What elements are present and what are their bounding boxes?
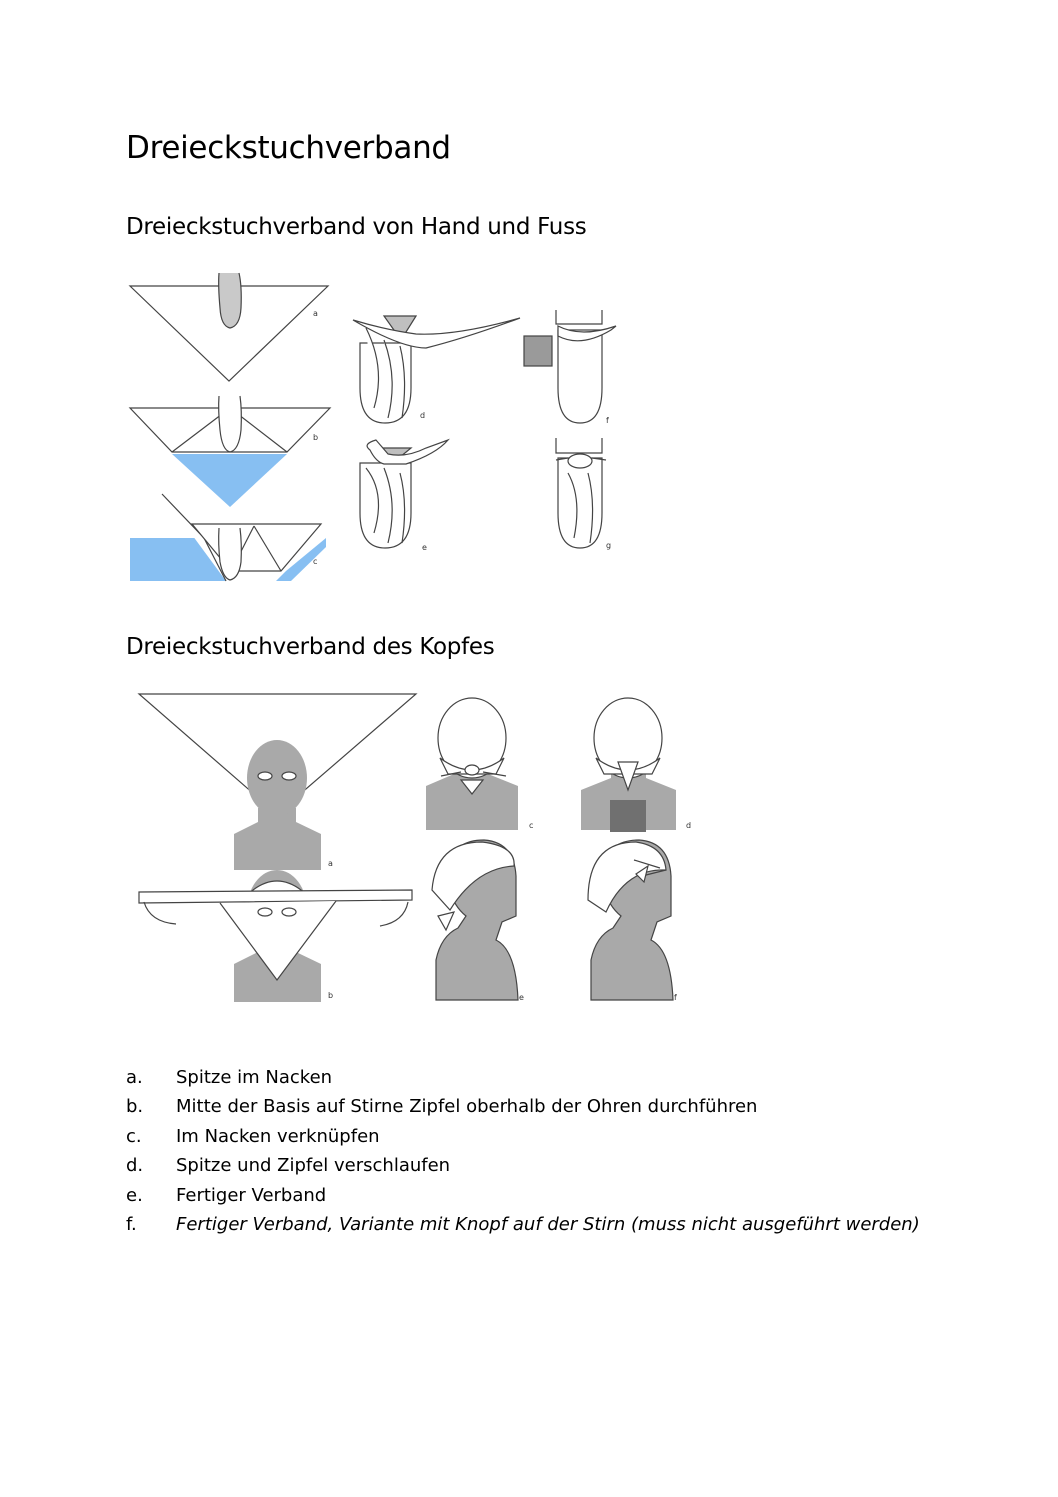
head-panel-c-letter: c <box>529 821 534 830</box>
section-heading-head: Dreieckstuchverband des Kopfes <box>126 634 495 660</box>
list-marker: e. <box>126 1184 143 1206</box>
list-item <box>126 1095 1006 1124</box>
head-panel-b-figure <box>139 870 412 1002</box>
head-panel-a-letter: a <box>328 859 333 868</box>
head-panel-c-figure <box>426 698 533 830</box>
list-marker: a. <box>126 1067 143 1088</box>
list-marker: d. <box>126 1155 144 1177</box>
list-text: Im Nacken verknüpfen <box>176 1125 380 1147</box>
head-panel-b-letter: b <box>328 991 334 1000</box>
panel-a-figure <box>130 273 328 381</box>
list-item <box>126 1066 1006 1095</box>
panel-c-letter: c <box>313 557 318 566</box>
panel-g-figure <box>556 438 611 550</box>
list-text: Mitte der Basis auf Stirne Zipfel oberhalb der Ohren durchführen <box>176 1096 758 1118</box>
panel-d-letter: d <box>420 411 426 420</box>
panel-e-figure <box>360 440 448 552</box>
panel-b-blue-fold <box>172 454 287 507</box>
panel-e-letter: e <box>422 543 427 552</box>
head-panel-d-letter: d <box>686 821 692 830</box>
list-text: Fertiger Verband, Variante mit Knopf auf der Stirn (muss nicht ausgeführt werden) <box>176 1213 920 1235</box>
panel-f-letter: f <box>606 416 609 425</box>
list-item <box>126 1184 1006 1213</box>
section-heading-hand-foot: Dreieckstuchverband von Hand und Fuss <box>126 214 587 240</box>
list-text: Spitze und Zipfel verschlaufen <box>176 1155 451 1177</box>
head-panel-a-figure <box>139 694 416 870</box>
panel-b-figure <box>130 396 330 507</box>
panel-d-figure <box>353 316 520 423</box>
head-panel-f-figure <box>588 840 677 1002</box>
list-item <box>126 1154 1006 1183</box>
list-text: Fertiger Verband <box>176 1184 327 1206</box>
steps-list <box>126 1066 1006 1242</box>
hand-foot-bandage-illustration <box>126 268 626 588</box>
list-item <box>126 1125 1006 1154</box>
head-panel-e-letter: e <box>519 993 524 1002</box>
list-item <box>126 1213 1006 1242</box>
panel-f-figure <box>524 310 616 425</box>
panel-c-figure <box>130 494 326 581</box>
head-panel-d-figure <box>581 698 691 832</box>
list-marker: b. <box>126 1096 144 1118</box>
panel-b-letter: b <box>313 433 319 442</box>
page-title: Dreieckstuchverband <box>126 130 451 166</box>
panel-g-letter: g <box>606 541 612 550</box>
head-bandage-illustration <box>136 690 706 1006</box>
panel-a-letter: a <box>313 309 318 318</box>
head-panel-e-figure <box>432 840 524 1002</box>
list-text: Spitze im Nacken <box>176 1067 333 1088</box>
list-marker: f. <box>126 1213 137 1235</box>
list-marker: c. <box>126 1125 142 1147</box>
head-panel-f-letter: f <box>674 993 677 1002</box>
